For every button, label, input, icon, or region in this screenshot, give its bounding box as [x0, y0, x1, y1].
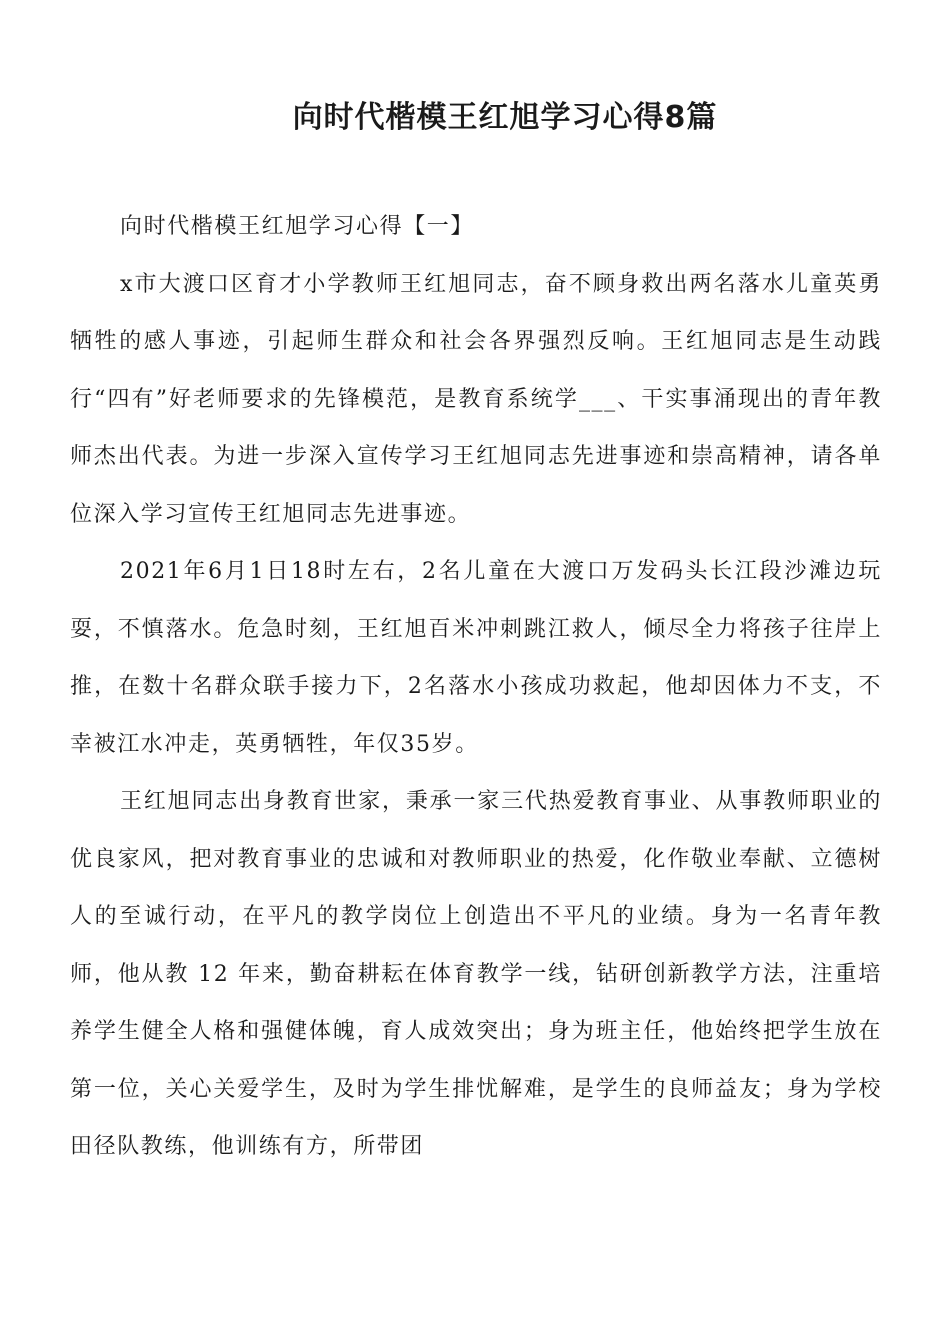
document-title: 向时代楷模王红旭学习心得8篇 [292, 100, 718, 135]
section-heading: 向时代楷模王红旭学习心得【一】 [120, 214, 475, 239]
document-body [70, 198, 882, 1176]
paragraph-background: 王红旭同志出身教育世家，秉承一家三代热爱教育事业、从事教师职业的优良家风，把对教育事业的忠诚和对教师职业的热爱，化作敬业奉献、立德树人的至诚行动，在平凡的教学岗位上创造出不平凡的业绩。身为一名青年教师，他从教 12 年来，勤奋耕耘在体育教学一线，钻研创新教学方法，注重培养学生健全人格和强健体魄，育人成效突出；身为班主任，他始终把学生放在第一位，关心关爱学生，及时为学生排忧解难，是学生的良师益友；身为学校田径队教练，他训练有方，所带团 [70, 789, 882, 1159]
paragraph-intro: x市大渡口区育才小学教师王红旭同志，奋不顾身救出两名落水儿童英勇牺牲的感人事迹，引起师生群众和社会各界强烈反响。王红旭同志是生动践行“四有”好老师要求的先锋模范，是教育系统学___、干实事涌现出的青年教师杰出代表。为进一步深入宣传学习王红旭同志先进事迹和崇高精神，请各单位深入学习宣传王红旭同志先进事迹。 [70, 271, 882, 527]
paragraph-incident: 2021年6月1日18时左右，2名儿童在大渡口万发码头长江段沙滩边玩耍，不慎落水。危急时刻，王红旭百米冲刺跳江救人，倾尽全力将孩子往岸上推，在数十名群众联手接力下，2名落水小孩成功救起，他却因体力不支，不幸被江水冲走，英勇牺牲，年仅35岁。 [70, 559, 882, 757]
